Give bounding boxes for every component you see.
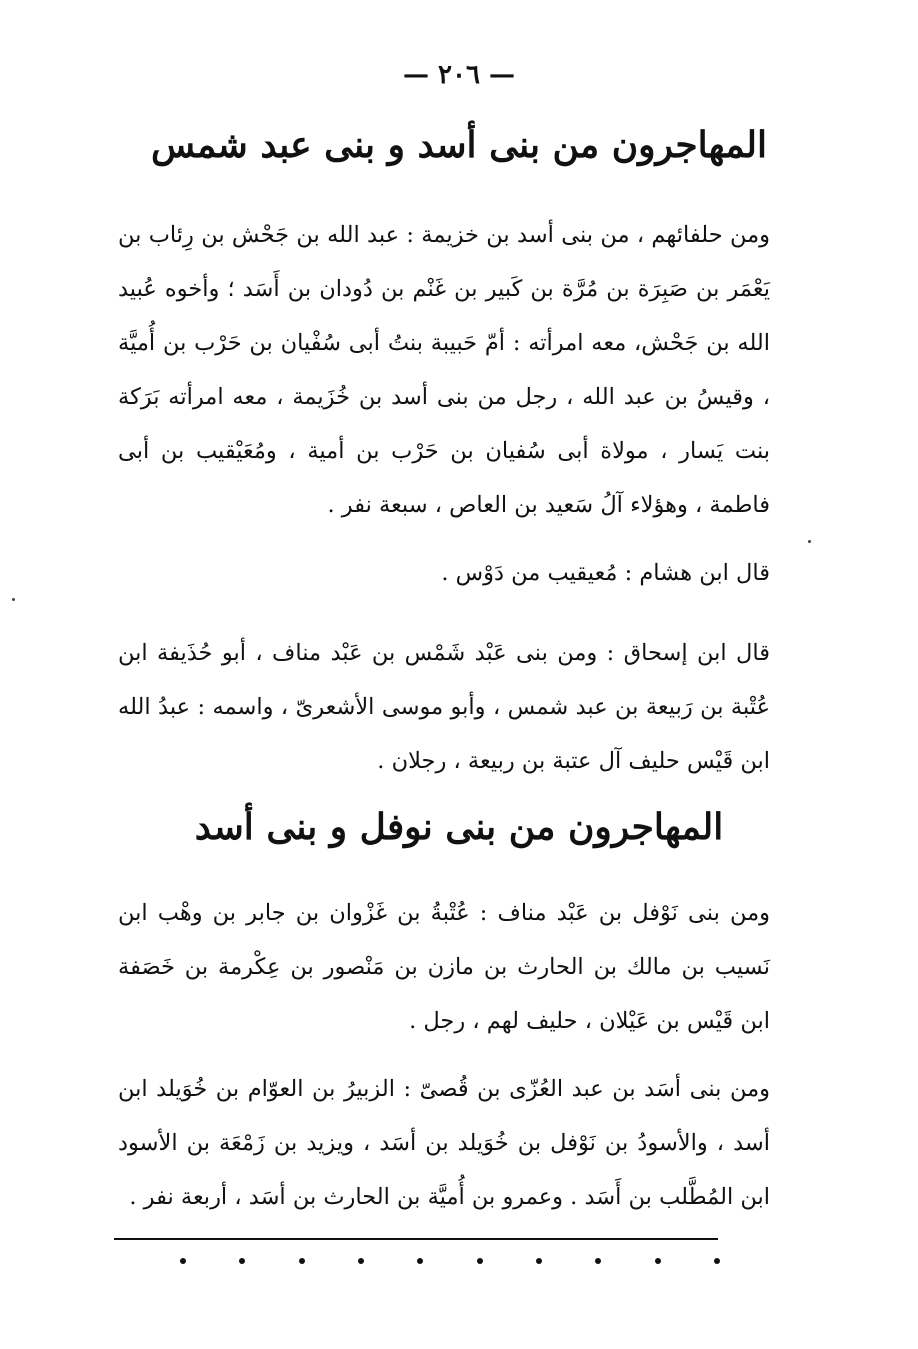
footer-rule (114, 1238, 718, 1240)
paragraph-1-text: ومن حلفائهم ، من بنى أسد بن خزيمة : عبد الله بن جَحْش بن رِئاب بن يَعْمَر بن صَبِرَة بن مُرَّة بن كَبير بن غَنْم بن دُودان بن أَسَد ؛ وأخوه عُبيد الله بن جَحْش، معه امرأته : أمّ حَبيبة بنتُ أبى سُفْيان بن حَرْب بن أُميَّة ، وقيسُ بن عبد الله ، رجل من بنى أسد بن خُزَيمة ، معه امرأته بَرَكة بنت يَسار ، مولاة أبى سُفيان بن حَرْب بن أمية ، ومُعَيْقيب بن أبى فاطمة ، وهؤلاء آلُ سَعيد بن العاص ، سبعة نفر . (118, 222, 770, 518)
paragraph-4-text: ومن بنى نَوْفل بن عَبْد مناف : عُتْبةُ بن غَزْوان بن جابر بن وهْب ابن نَسيب بن مالك بن الحارث بن مازن بن مَنْصور بن عِكْرمة بن خَصَفة ابن قَيْس بن عَيْلان ، حليف لهم ، رجل . (118, 900, 770, 1034)
footer-dot (536, 1258, 542, 1264)
footer-dot (655, 1258, 661, 1264)
footer-dot (358, 1258, 364, 1264)
footer-dot-row (180, 1258, 720, 1264)
footer-dot (714, 1258, 720, 1264)
paragraph-1 (118, 208, 770, 532)
paragraph-2 (118, 546, 770, 600)
scan-speck (12, 598, 15, 601)
footer-dot (595, 1258, 601, 1264)
scan-speck (808, 540, 811, 543)
page-number: — ٢٠٦ — (402, 60, 516, 90)
paragraph-5 (118, 1062, 770, 1224)
footer-dot (477, 1258, 483, 1264)
paragraph-5-text: ومن بنى أسَد بن عبد العُزّى بن قُصىّ : الزبيرُ بن العوّام بن خُوَيلد ابن أسد ، والأسودُ بن نَوْفل بن خُوَيلد بن أسَد ، ويزيد بن زَمْعَة بن الأسود ابن المُطَّلب بن أَسَد . وعمرو بن أُميَّة بن الحارث بن أسَد ، أربعة نفر . (118, 1076, 770, 1210)
paragraph-3-text: قال ابن إسحاق : ومن بنى عَبْد شَمْس بن عَبْد مناف ، أبو حُذَيفة ابن عُتْبة بن رَبيعة بن عبد شمس ، وأبو موسى الأشعرىّ ، واسمه : عبدُ الله ابن قَيْس حليف آل عتبة بن ربيعة ، رجلان . (118, 640, 770, 774)
footer-dot (417, 1258, 423, 1264)
paragraph-2-text: قال ابن هشام : مُعيقيب من دَوْس . (441, 560, 770, 586)
section-heading-2: المهاجرون من بنى نوفل و بنى أسد (194, 806, 724, 848)
paragraph-3 (118, 626, 770, 788)
footer-dot (239, 1258, 245, 1264)
footer-dot (180, 1258, 186, 1264)
footer-dot (299, 1258, 305, 1264)
section-heading-1: المهاجرون من بنى أسد و بنى عبد شمس (150, 124, 768, 166)
paragraph-4 (118, 886, 770, 1048)
